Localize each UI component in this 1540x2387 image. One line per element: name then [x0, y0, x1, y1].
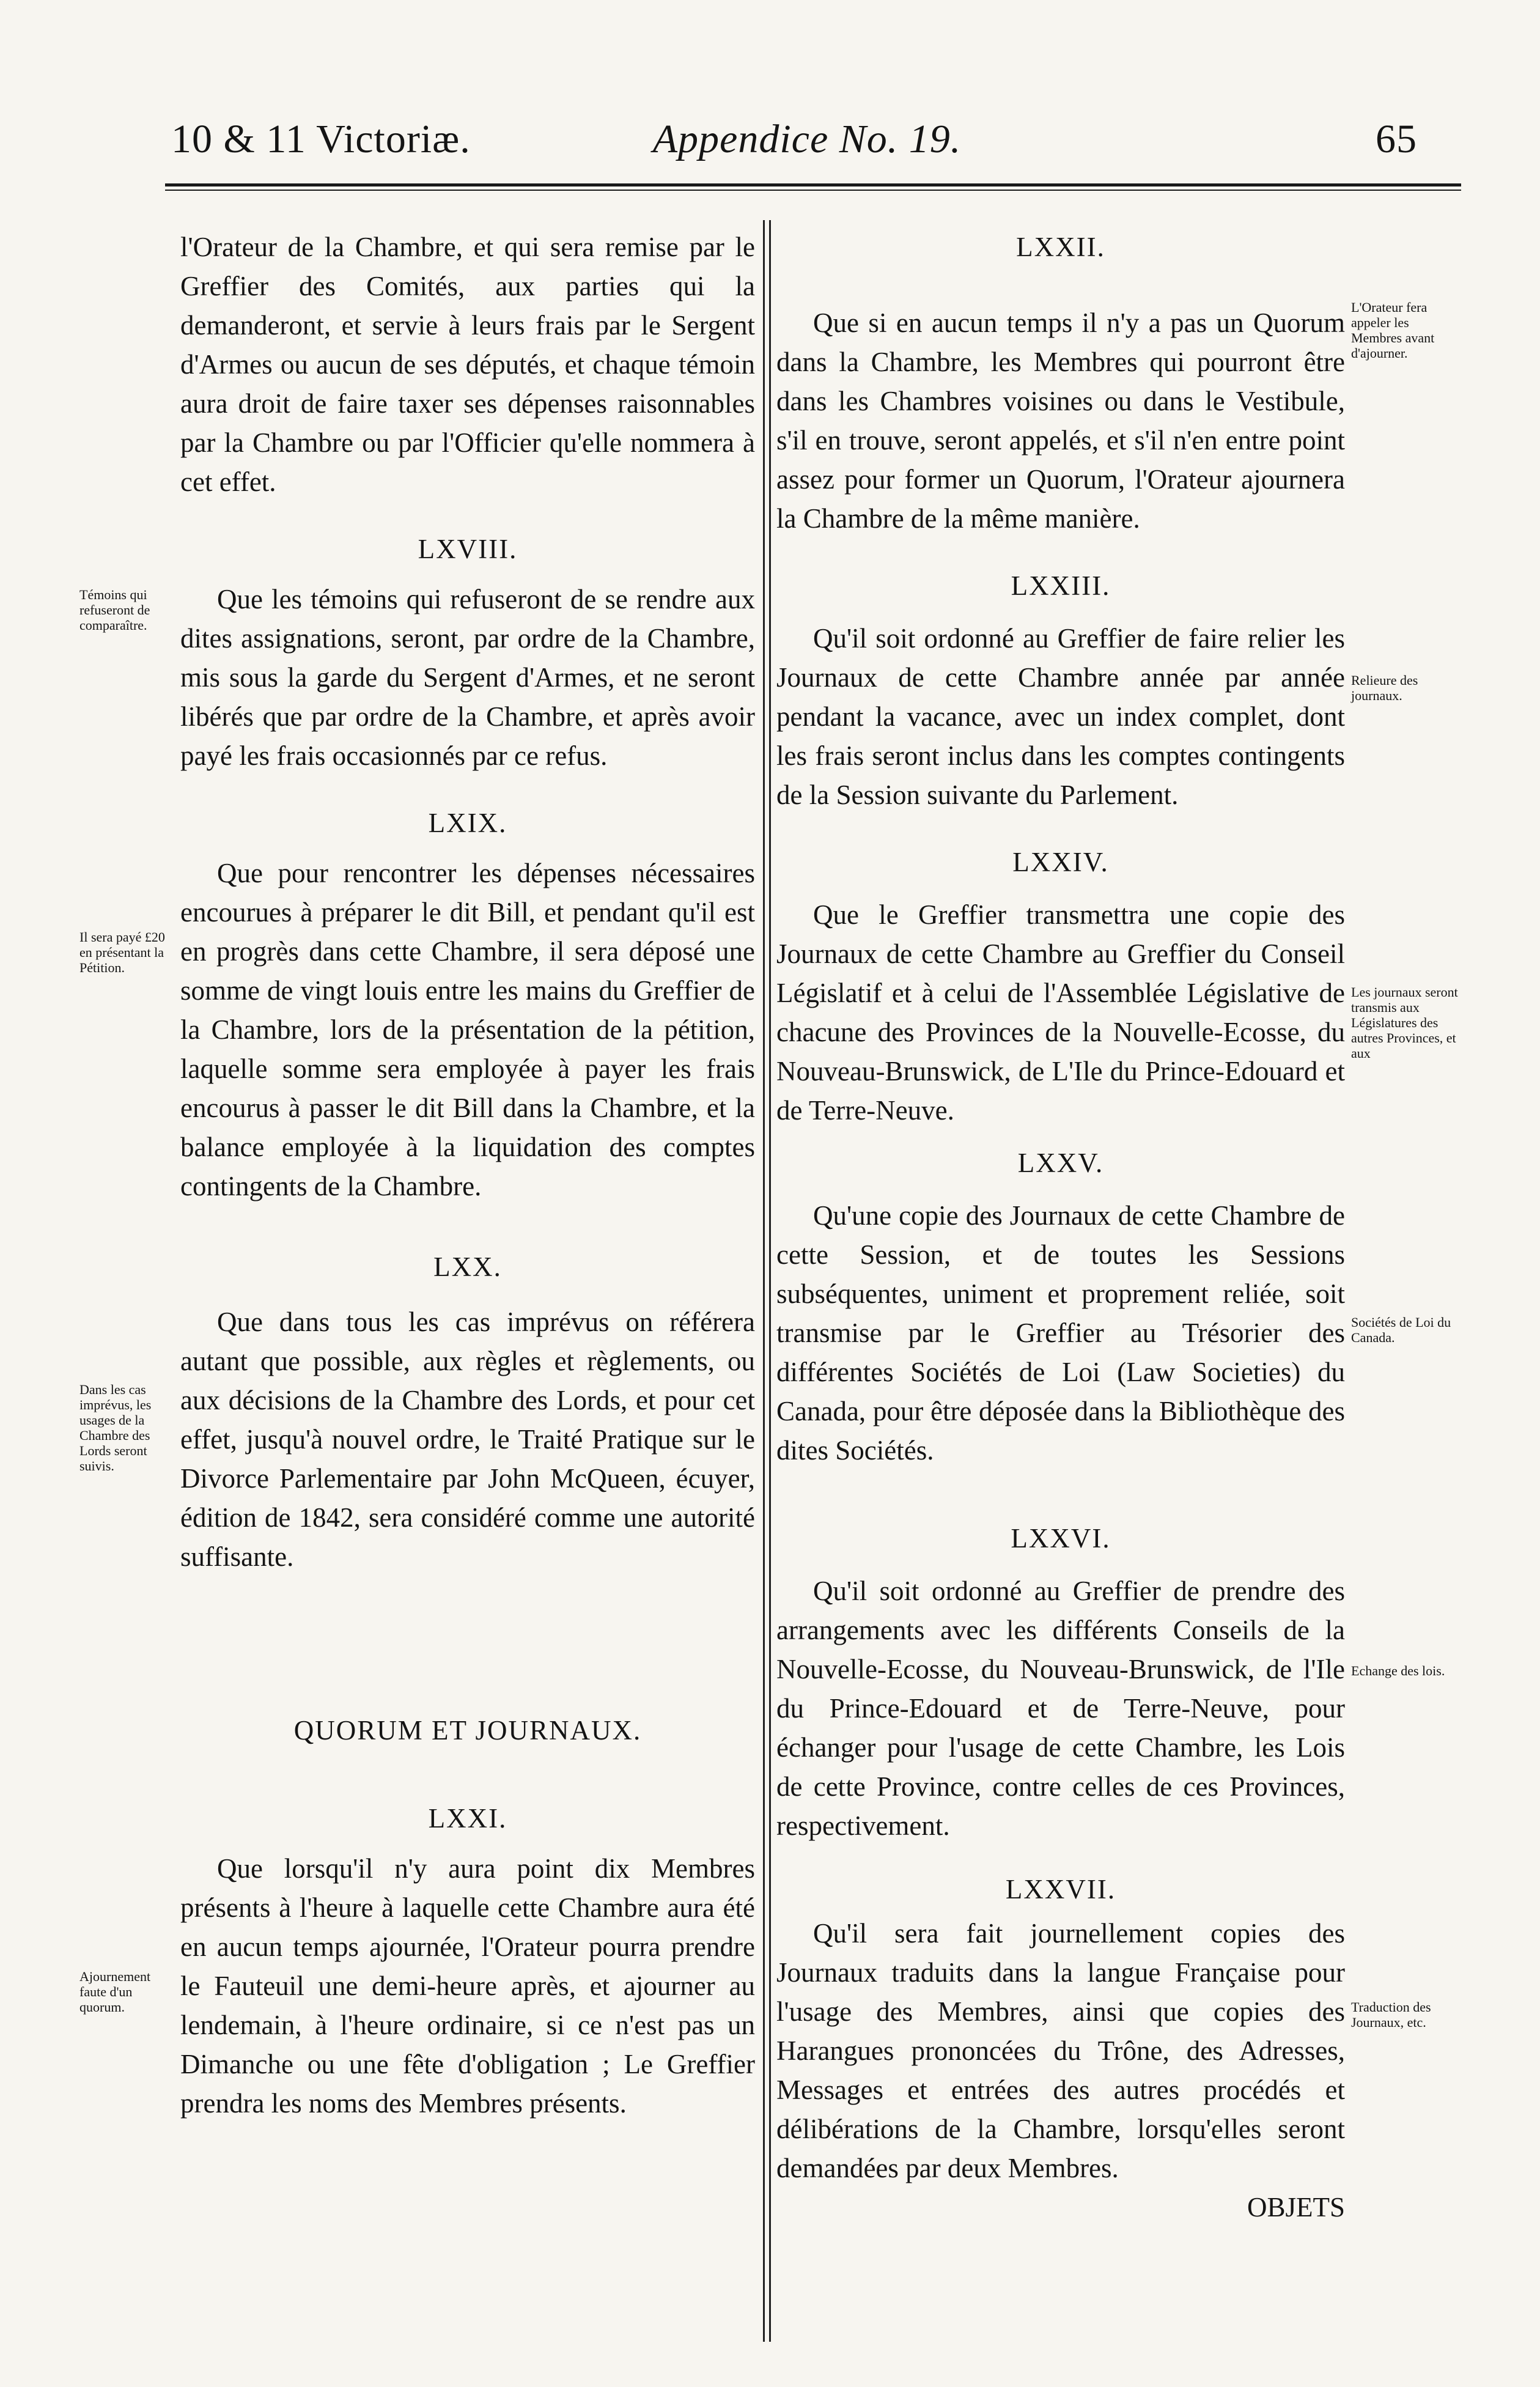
article-text: Que lorsqu'il n'y aura point dix Membres présents à l'heure à laquelle cette Chambre aura été en aucun temps ajournée, l'Orateur pourra prendre le Fauteuil une demi-heure après, et ajourner au lendemain, à l'heure ordinaire, si ce n'est pas un Dimanche ou une fête d'obligation ; Le Greffier prendra les noms des Membres présents. — [180, 1853, 755, 2119]
article-text: Qu'il sera fait journellement copies des Journaux traduits dans la langue Française pour l'usage des Membres, ainsi que copies des Harangues prononcées du Trône, des Adresses, Messages et entrées des autres procédés et délibérations de la Chambre, lorsqu'elles seront demandées par deux Membres. — [776, 1918, 1345, 2183]
article-heading: LXXII. — [1016, 232, 1105, 262]
margin-note: Il sera payé £20 en présentant la Pétition. — [79, 929, 165, 975]
article-text: Que dans tous les cas imprévus on référera autant que possible, aux règles et règlements, ou aux décisions de la Chambre des Lords, et pour cet effet, jusqu'à nouvel ordre, le Traité Pratique sur le Divorce Parlementaire par John McQueen, écuyer, édition de 1842, sera considéré comme une autorité suffisante. — [180, 1307, 755, 1572]
margin-note: Ajournement faute d'un quorum. — [79, 1969, 151, 2015]
right-column — [776, 227, 1345, 2227]
catchword: OBJETS — [1247, 2192, 1345, 2223]
margin-note: Relieure des journaux. — [1351, 673, 1418, 703]
article-heading: LXXV. — [1017, 1148, 1104, 1178]
article-heading: LXXVI. — [1011, 1523, 1111, 1554]
page-number: 65 — [1376, 117, 1417, 161]
article-text: Que si en aucun temps il n'y a pas un Quorum dans la Chambre, les Membres qui pourront être dans les Chambres voisines ou dans le Vestibule, s'il en trouve, seront appelés, et s'il n'en entre point assez pour former un Quorum, l'Orateur ajournera la Chambre de la même manière. — [776, 308, 1345, 534]
article-heading: LXXI. — [428, 1803, 507, 1834]
margin-note: Traduction des Journaux, etc. — [1351, 1999, 1431, 2030]
article-text: Qu'il soit ordonné au Greffier de faire relier les Journaux de cette Chambre année par année pendant la vacance, avec un index complet, dont les frais seront inclus dans les comptes contingents de la Session suivante du Parlement. — [776, 623, 1345, 810]
article-heading: LXXIV. — [1012, 847, 1109, 877]
article-heading: LXIX. — [428, 808, 507, 838]
margin-note: Dans les cas imprévus, les usages de la Chambre des Lords seront suivis. — [79, 1382, 152, 1474]
margin-note: Sociétés de Loi du Canada. — [1351, 1315, 1451, 1345]
section-title: QUORUM ET JOURNAUX. — [293, 1715, 642, 1746]
continued-paragraph: l'Orateur de la Chambre, et qui sera remise par le Greffier des Comités, aux parties qui la demanderont, et servie à leurs frais par le Sergent d'Armes ou aucun de ses députés, et chaque témoin aura droit de faire taxer ses dépenses raisonnables par la Chambre ou par l'Officier qu'elle nommera à cet effet. — [180, 232, 755, 497]
article-text: Qu'une copie des Journaux de cette Chambre de cette Session, et de toutes les Sessions subséquentes, uniment et proprement reliée, soit transmise par le Greffier au Trésorier des différentes Sociétés de Loi (Law Societies) du Canada, pour être déposée dans la Bibliothèque des dites Sociétés. — [776, 1200, 1345, 1466]
article-heading: LXXIII. — [1011, 570, 1111, 601]
margin-note: Les journaux seront transmis aux Législatures des autres Provinces, et aux — [1351, 984, 1458, 1061]
margin-note: Témoins qui refuseront de comparaître. — [79, 587, 150, 633]
running-header-left: 10 & 11 Victoriæ. — [171, 117, 471, 161]
article-text: Qu'il soit ordonné au Greffier de prendre des arrangements avec les différents Conseils de la Nouvelle-Ecosse, du Nouveau-Brunswick, de l'Ile du Prince-Edouard et de Terre-Neuve, pour échanger pour l'usage de cette Chambre, les Lois de cette Province, contre celles de ces Provinces, respectivement. — [776, 1576, 1345, 1841]
left-column — [180, 227, 755, 2123]
header-rule-thin — [165, 190, 1461, 191]
article-text: Que pour rencontrer les dépenses nécessaires encourues à préparer le dit Bill, et pendant qu'il est en progrès dans cette Chambre, il sera déposé une somme de vingt louis entre les mains du Greffier de la Chambre, lors de la présentation de la pétition, laquelle somme sera employée à payer les frais encourus à passer le dit Bill dans la Chambre, et la balance employée à la liquidation des comptes contingents de la Chambre. — [180, 858, 755, 1201]
article-text: Que les témoins qui refuseront de se rendre aux dites assignations, seront, par ordre de la Chambre, mis sous la garde du Sergent d'Armes, et ne seront libérés que par ordre de la Chambre, et après avoir payé les frais occasionnés par ce refus. — [180, 584, 755, 771]
running-header-center: Appendice No. 19. — [652, 117, 962, 161]
margin-note: Echange des lois. — [1351, 1663, 1445, 1678]
article-heading: LXVIII. — [418, 534, 518, 564]
header-rule — [165, 183, 1461, 186]
column-divider — [769, 220, 771, 2342]
article-heading: LXXVII. — [1005, 1874, 1116, 1905]
article-text: Que le Greffier transmettra une copie des Journaux de cette Chambre au Greffier du Conseil Législatif et à celui de l'Assemblée Législative de chacune des Provinces de la Nouvelle-Ecosse, du Nouveau-Brunswick, de L'Ile du Prince-Edouard et de Terre-Neuve. — [776, 899, 1345, 1126]
margin-note: L'Orateur fera appeler les Membres avant d'ajourner. — [1351, 300, 1435, 361]
article-heading: LXX. — [433, 1252, 502, 1282]
column-divider — [763, 220, 765, 2342]
